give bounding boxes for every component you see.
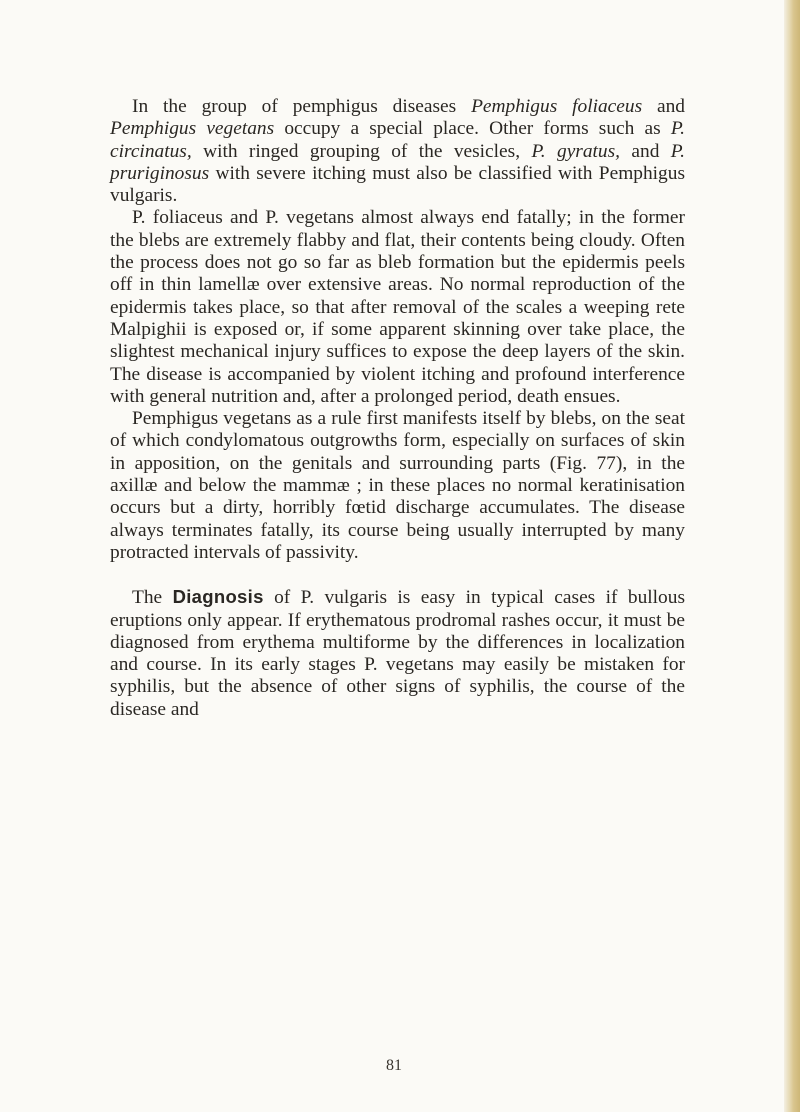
paragraph-2: P. foliaceus and P. vegetans almost always end fatally; in the former the blebs are extremely flabby and flat, their contents being cloudy. Often the process does not go so far as bleb formation but the epidermis peels off in thin lamellæ over extensive areas. No normal reproduction of the epidermis takes place, so that after removal of the scales a weeping rete Malpighii is exposed or, if some apparent skinning over take place, the slightest mechanical injury suffices to expose the deep layers of the skin. The disease is accompanied by violent itching and profound interference with general nutrition and, after a prolonged period, death ensues. bbox=[110, 207, 685, 407]
paragraph-1: In the group of pemphigus diseases Pemphigus foliaceus and Pemphigus vegetans occupy a special place. Other forms such as P. circinatus, with ringed grouping of the vesicles, P. gyratus, and P. pruriginosus with severe itching must also be classified with Pemphigus vulgaris. bbox=[110, 96, 686, 207]
italic-term: P. pruriginosus bbox=[110, 140, 685, 184]
paragraph-4: The Diagnosis of P. vulgaris is easy in typical cases if bullous eruptions only appear. If erythematous prodromal rashes occur, it must be diagnosed from erythema multiforme by the differences in localization and course. In its early stages P. vegetans may easily be mistaken for syphilis, but the absence of other signs of syphilis, the course of the disease and bbox=[110, 586, 685, 720]
paragraph-3: Pemphigus vegetans as a rule first manifests itself by blebs, on the seat of which condylomatous outgrowths form, especially on surfaces of skin in apposition, on the genitals and surrounding parts (Fig. 77), in the axillæ and below the mammæ ; in these places no normal keratinisation occurs but a dirty, horribly fœtid discharge accumulates. The disease always terminates fatally, its course being usually interrupted by many protracted intervals of passivity. bbox=[110, 408, 685, 563]
body-text bbox=[110, 96, 685, 721]
page-edge bbox=[784, 0, 800, 1112]
italic-term: P. circinatus, bbox=[110, 118, 686, 162]
italic-term: P. gyratus, bbox=[531, 140, 621, 162]
diagnosis-heading: Diagnosis bbox=[172, 586, 264, 608]
italic-term: Pemphigus foliaceus bbox=[471, 96, 643, 117]
page-number: 81 bbox=[386, 1057, 402, 1074]
italic-term: Pemphigus vegetans bbox=[110, 118, 275, 140]
